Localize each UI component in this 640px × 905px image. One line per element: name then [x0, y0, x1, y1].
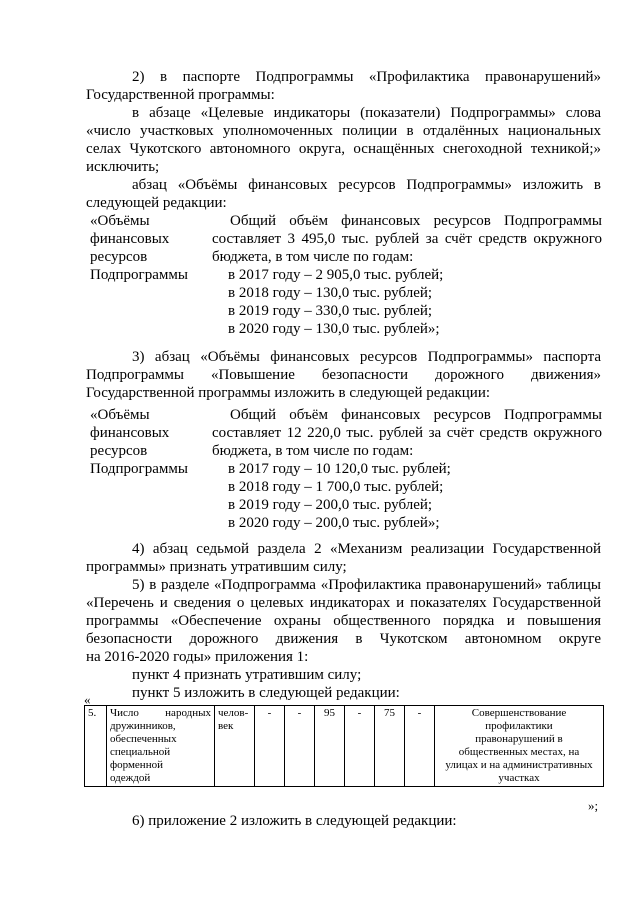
- block2-text-2: составляет 12 220,0 тыс. рублей за счёт средств окружного: [212, 425, 602, 441]
- note-line: улицах и на административных: [445, 759, 593, 771]
- item2-line-1: 2) в паспорте Подпрограммы «Профилактика правонарушений»: [132, 69, 601, 85]
- note-line: Совершенствование: [471, 707, 567, 719]
- block2-label-2: финансовых: [90, 425, 170, 441]
- indicator-name-line: обеспеченных: [110, 733, 177, 745]
- table-cell-note: [435, 706, 604, 787]
- item5-line-2: «Перечень и сведения о целевых индикаторах и показателях Государственной: [86, 595, 601, 611]
- unit-line: век: [218, 720, 234, 732]
- block1-year-2019: в 2019 году – 330,0 тыс. рублей;: [228, 303, 433, 319]
- item5-point4: пункт 4 признать утратившим силу;: [132, 667, 362, 683]
- indicator-name-line: форменной: [110, 759, 163, 771]
- value: 75: [384, 707, 395, 719]
- block1-year-2017: в 2017 году – 2 905,0 тыс. рублей;: [228, 267, 444, 283]
- indicator-name-line: специальной: [110, 746, 171, 758]
- quote-open: «: [84, 692, 91, 707]
- block1-label-2: финансовых: [90, 231, 170, 247]
- quote-close: »;: [588, 798, 599, 813]
- indicator-name-line: дружинников,: [110, 720, 176, 732]
- item2-line-7: абзац «Объёмы финансовых ресурсов Подпрограммы» изложить в: [132, 177, 601, 193]
- item2-line-8: следующей редакции:: [86, 195, 227, 211]
- block1-label-1: «Объёмы: [90, 213, 150, 229]
- indicator-table: [84, 705, 604, 787]
- value: -: [357, 707, 362, 719]
- value: 95: [324, 707, 335, 719]
- value: -: [297, 707, 302, 719]
- table-cell-value: [405, 706, 435, 787]
- table-cell-num: [85, 706, 107, 787]
- block2-year-2017: в 2017 году – 10 120,0 тыс. рублей;: [228, 461, 451, 477]
- value: -: [267, 707, 272, 719]
- item6-line: 6) приложение 2 изложить в следующей редакции:: [132, 813, 457, 829]
- note-line: общественных местах, на: [458, 746, 580, 758]
- block1-year-2020: в 2020 году – 130,0 тыс. рублей»;: [228, 321, 440, 337]
- note-line: участках: [498, 772, 540, 784]
- item5-point5: пункт 5 изложить в следующей редакции:: [132, 685, 400, 701]
- row-number: 5.: [88, 707, 97, 719]
- item3-line-2: Подпрограммы «Повышение безопасности дорожного движения»: [86, 367, 601, 383]
- table-cell-value: [315, 706, 345, 787]
- table-cell-unit: [215, 706, 255, 787]
- table-cell-value: [345, 706, 375, 787]
- item2-line-2: Государственной программы:: [86, 87, 275, 103]
- item5-line-4: безопасности дорожного движения в Чукотском автономном округе: [86, 631, 601, 647]
- item2-line-4: «число участковых уполномоченных полиции в отдалённых национальных: [86, 123, 601, 139]
- table-cell-value: [375, 706, 405, 787]
- block1-text-1: Общий объём финансовых ресурсов Подпрограммы: [230, 213, 602, 229]
- block2-label-3: ресурсов: [90, 443, 148, 459]
- unit-line: челов-: [218, 707, 249, 719]
- indicator-name-line: одеждой: [110, 772, 151, 784]
- block2-year-2019: в 2019 году – 200,0 тыс. рублей;: [228, 497, 433, 513]
- block2-label-1: «Объёмы: [90, 407, 150, 423]
- item4-line-2: программы» признать утратившим силу;: [86, 559, 347, 575]
- block2-year-2020: в 2020 году – 200,0 тыс. рублей»;: [228, 515, 440, 531]
- item4-line-1: 4) абзац седьмой раздела 2 «Механизм реализации Государственной: [132, 541, 601, 557]
- item3-line-1: 3) абзац «Объёмы финансовых ресурсов Подпрограммы» паспорта: [132, 349, 601, 365]
- indicator-name-line: Число народных: [110, 707, 211, 719]
- value: -: [417, 707, 422, 719]
- table-cell-value: [255, 706, 285, 787]
- table-cell-name: [107, 706, 215, 787]
- block2-year-2018: в 2018 году – 1 700,0 тыс. рублей;: [228, 479, 444, 495]
- block1-text-3: бюджета, в том числе по годам:: [212, 249, 414, 265]
- item5-line-1: 5) в разделе «Подпрограмма «Профилактика правонарушений» таблицы: [132, 577, 601, 593]
- block1-label-3: ресурсов: [90, 249, 148, 265]
- item2-line-5: селах Чукотского автономного округа, оснащённых снегоходной техникой;»: [86, 141, 601, 157]
- item3-line-3: Государственной программы изложить в следующей редакции:: [86, 385, 491, 401]
- table-row: [85, 706, 604, 787]
- block1-year-2018: в 2018 году – 130,0 тыс. рублей;: [228, 285, 433, 301]
- item2-line-6: исключить;: [86, 159, 160, 175]
- block2-text-3: бюджета, в том числе по годам:: [212, 443, 414, 459]
- note-line: профилактики: [485, 720, 553, 732]
- table-cell-value: [285, 706, 315, 787]
- item5-line-3: программы «Обеспечение охраны общественного порядка и повышения: [86, 613, 601, 629]
- block2-label-4: Подпрограммы: [90, 461, 188, 477]
- block1-text-2: составляет 3 495,0 тыс. рублей за счёт средств окружного: [212, 231, 602, 247]
- item5-line-5: на 2016-2020 годы» приложения 1:: [86, 649, 309, 665]
- note-line: правонарушений в: [475, 733, 563, 745]
- block1-label-4: Подпрограммы: [90, 267, 188, 283]
- item2-line-3: в абзаце «Целевые индикаторы (показатели) Подпрограммы» слова: [132, 105, 601, 121]
- block2-text-1: Общий объём финансовых ресурсов Подпрограммы: [230, 407, 602, 423]
